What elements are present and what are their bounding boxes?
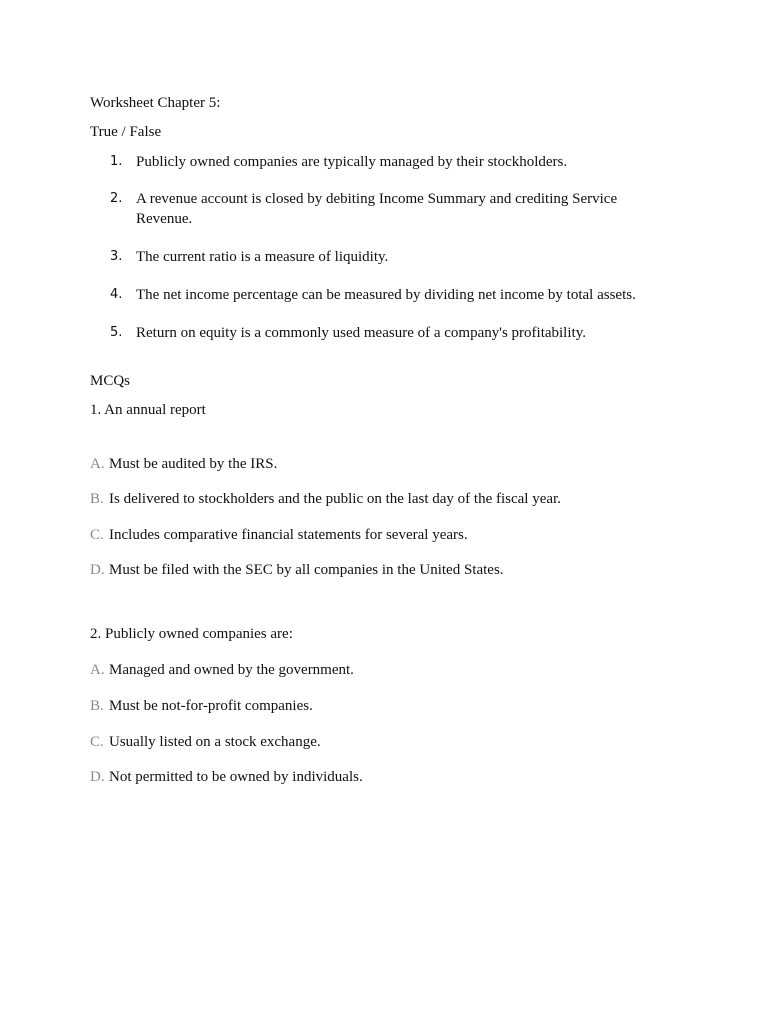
option-letter: B. — [90, 698, 104, 714]
option-text: Usually listed on a stock exchange. — [109, 734, 321, 750]
option-letter: C. — [90, 527, 104, 543]
list-item-number: 2. — [110, 191, 123, 206]
option-b — [90, 489, 561, 509]
option-letter: C. — [90, 734, 104, 750]
option-a — [90, 660, 354, 680]
option-text: Is delivered to stockholders and the public on the last day of the fiscal year. — [109, 491, 561, 507]
true-false-heading: True / False — [90, 124, 162, 140]
list-item-text: Publicly owned companies are typically managed by their stockholders. — [136, 154, 568, 170]
option-c — [90, 732, 321, 752]
list-item-number: 4. — [110, 287, 123, 302]
option-text: Includes comparative financial statements for several years. — [109, 527, 468, 543]
list-item-number: 3. — [110, 249, 123, 264]
list-item-number: 1. — [110, 154, 123, 169]
option-c — [90, 525, 468, 545]
option-a — [90, 454, 277, 474]
option-letter: B. — [90, 491, 104, 507]
option-text: Not permitted to be owned by individuals. — [109, 769, 363, 785]
option-letter: D. — [90, 562, 105, 578]
worksheet-title: Worksheet Chapter 5: — [90, 95, 221, 111]
option-b — [90, 696, 313, 716]
list-item-text: A revenue account is closed by debiting Income Summary and crediting Service Revenue. — [136, 191, 618, 227]
option-letter: A. — [90, 456, 105, 472]
list-item-text: Return on equity is a commonly used measure of a company's profitability. — [136, 325, 586, 341]
list-item-text: The current ratio is a measure of liquidity. — [136, 249, 389, 265]
option-letter: A. — [90, 662, 105, 678]
list-item-number: 5. — [110, 325, 123, 340]
option-text: Managed and owned by the government. — [109, 662, 354, 678]
option-text: Must be filed with the SEC by all companies in the United States. — [109, 562, 504, 578]
option-letter: D. — [90, 769, 105, 785]
option-text: Must be not-for-profit companies. — [109, 698, 313, 714]
question-2: 2. Publicly owned companies are: — [90, 626, 293, 642]
option-text: Must be audited by the IRS. — [109, 456, 278, 472]
question-1: 1. An annual report — [90, 402, 206, 418]
option-d — [90, 560, 504, 580]
option-d — [90, 767, 363, 787]
list-item-text: The net income percentage can be measured by dividing net income by total assets. — [136, 287, 636, 303]
mcqs-heading: MCQs — [90, 373, 131, 389]
